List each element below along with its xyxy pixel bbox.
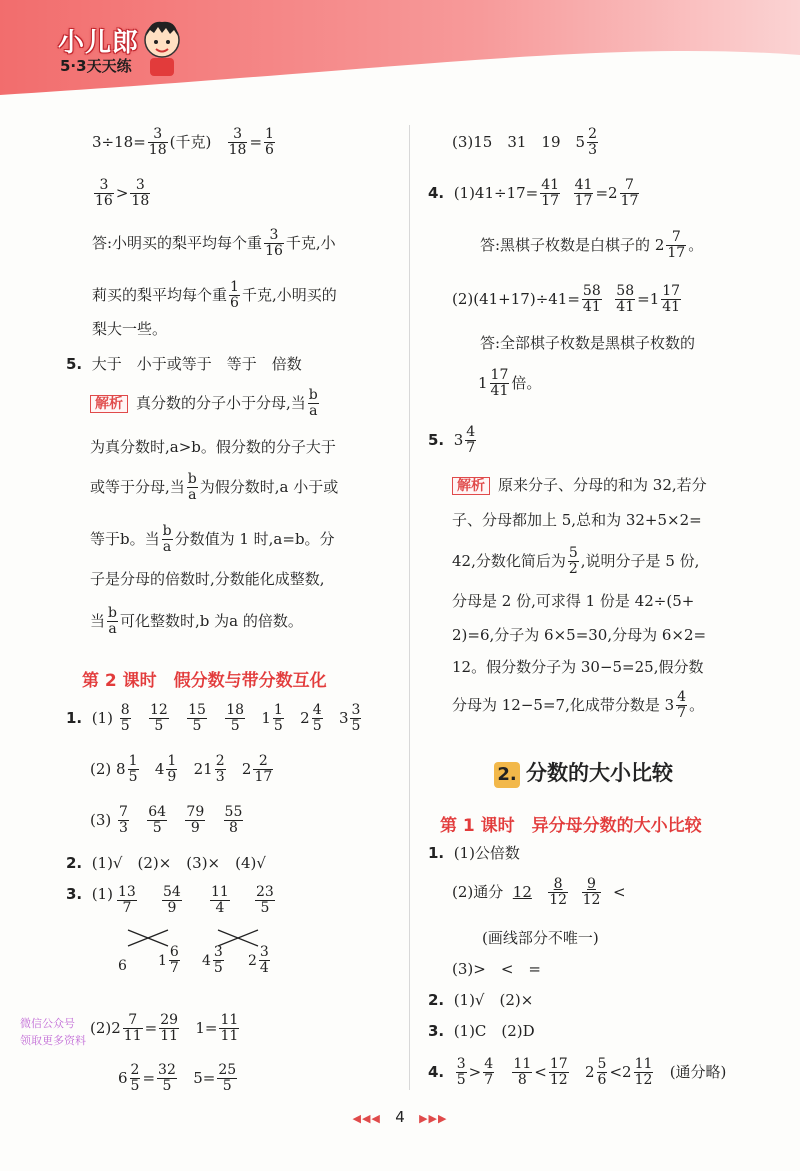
fraction: $\frac{2}{3}$ [588, 126, 597, 159]
fraction: $\frac{58}{41}$ [582, 283, 601, 316]
brand-subtitle: 5·3天天练 [60, 57, 132, 75]
column-divider [409, 125, 410, 1090]
fraction: $\frac{55}{8}$ [224, 804, 243, 837]
fraction: $\frac{11}{4}$ [211, 884, 229, 917]
note-text: (画线部分不唯一) [482, 929, 599, 947]
fraction: $\frac{79}{9}$ [186, 804, 205, 837]
fraction: $\frac{32}{5}$ [158, 1062, 176, 1095]
fraction: $\frac{3}{16}$ [95, 177, 113, 210]
analysis-line: 分母是 2 份,可求得 1 份是 42÷(5+ [452, 592, 695, 610]
q3-top-fraction [115, 885, 139, 917]
question-2: 2. (1)√ (2)× (3)× (4)√ [66, 854, 266, 872]
question-1-part-3: (3) $\frac{7}{3}$ $\frac{64}{5}$ $\frac{79}{9}$ $\frac{55}{8}$ [90, 804, 243, 837]
fraction: $\frac{8}{5}$ [120, 702, 130, 735]
fraction: $\frac{2}{5}$ [130, 1062, 140, 1095]
fraction: $\frac{3}{4}$ [259, 944, 269, 977]
fraction: $\frac{4}{7}$ [484, 1056, 494, 1089]
fraction: $\frac{3}{16}$ [265, 227, 283, 260]
question-2: 2. (1)√ (2)× [428, 991, 534, 1009]
left-arrows-icon: ◀◀◀ [352, 1112, 381, 1125]
fraction: $\frac{1}{5}$ [128, 753, 138, 786]
question-5: 5. 大于 小于或等于 等于 倍数 [66, 355, 302, 373]
question-1-part-2: (2)通分 12 $\frac{8}{12}$ $\frac{9}{12}$ < [452, 876, 626, 909]
q3-bottom-fraction: 2 $\frac{3}{4}$ [248, 944, 269, 977]
analysis-line: 当 $\frac{b}{a}$ 可化整数时,b 为a 的倍数。 [90, 605, 303, 638]
fraction: $\frac{11}{8}$ [513, 1056, 532, 1089]
lesson-title: 第 1 课时 异分母分数的大小比较 [440, 816, 702, 836]
analysis-line: 解析 真分数的分子小于分母,当 $\frac{b}{a}$ [90, 388, 321, 420]
analysis-line: 或等于分母,当 $\frac{b}{a}$ 为假分数时,a 小于或 [90, 471, 339, 504]
fraction: $\frac{23}{5}$ [256, 884, 274, 917]
analysis-line: 为真分数时,a>b。假分数的分子大于 [90, 438, 336, 456]
fraction: $\frac{2}{17}$ [254, 753, 273, 786]
question-3: 3. (1)C (2)D [428, 1022, 535, 1040]
section-title: 2. 分数的大小比较 [494, 757, 673, 788]
fraction: $\frac{5}{2}$ [568, 545, 578, 578]
fraction: $\frac{4}{7}$ [466, 424, 476, 457]
answer-line: 3÷18= $\frac{3}{18}$ (千克) $\frac{3}{18}$ = $\frac{1}{6}$ [92, 126, 274, 159]
answer-text: 答:黑棋子枚数是白棋子的 2 $\frac{7}{17}$ 。 [480, 229, 704, 262]
analysis-line: 子、分母都加上 5,总和为 32+5×2= [452, 511, 702, 529]
fraction: $\frac{4}{5}$ [312, 702, 322, 735]
question-1-part-1: 1. (1) $\frac{8}{5}$ $\frac{12}{5}$ $\frac{15}{5}$ $\frac{18}{5}$ 1 $\frac{1}{5}$ 2 $\frac{4}{5}$ 3 $\frac{3}{5}$ [66, 702, 361, 735]
question-1-part-1: 1. (1)公倍数 [428, 844, 520, 862]
answer-text: 答:全部棋子枚数是黑棋子枚数的 [480, 334, 696, 352]
fraction: $\frac{2}{3}$ [215, 753, 225, 786]
q3-top-fraction [253, 885, 277, 917]
fraction: $\frac{17}{12}$ [549, 1056, 568, 1089]
fraction: $\frac{7}{11}$ [123, 1012, 142, 1045]
fraction: $\frac{25}{5}$ [218, 1062, 237, 1095]
fraction: $\frac{41}{17}$ [574, 177, 593, 210]
fraction: $\frac{b}{a}$ [187, 471, 197, 504]
question-3-part-2b: 6 $\frac{2}{5}$ = $\frac{32}{5}$ 5= $\frac{25}{5}$ [118, 1062, 237, 1095]
fraction: $\frac{3}{5}$ [351, 702, 361, 735]
fraction: $\frac{29}{11}$ [160, 1012, 179, 1045]
fraction: $\frac{17}{41}$ [490, 367, 509, 400]
fraction: $\frac{3}{18}$ [228, 126, 247, 159]
analysis-line: 等于b。当 $\frac{b}{a}$ 分数值为 1 时,a=b。分 [90, 523, 335, 556]
question-3-label: 3. (1) [66, 885, 113, 903]
question-4: 4. $\frac{3}{5}$ > $\frac{4}{7}$ $\frac{11}{8}$ < $\frac{17}{12}$ 2 $\frac{5}{6}$ <2 $\frac{11}{12}$ (通分略) [428, 1056, 727, 1089]
page-number: 4 [395, 1108, 405, 1126]
fraction: $\frac{7}{3}$ [119, 804, 128, 837]
fraction: $\frac{b}{a}$ [162, 523, 172, 556]
fraction: $\frac{b}{a}$ [108, 605, 117, 638]
analysis-tag: 解析 [452, 477, 490, 495]
question-3-part-2: (2)2 $\frac{7}{11}$ = $\frac{29}{11}$ 1= $\frac{11}{11}$ [90, 1012, 239, 1045]
question-5: 5. 3 $\frac{4}{7}$ [428, 424, 476, 457]
analysis-line: 12。假分数分子为 30−5=25,假分数 [452, 658, 704, 676]
answer-line: $\frac{3}{16}$ > $\frac{3}{18}$ [95, 177, 150, 210]
answer-text: 梨大一些。 [92, 320, 168, 338]
brand-logo: 小儿郎 [58, 28, 140, 58]
fraction: $\frac{41}{17}$ [541, 177, 560, 210]
section-number: 2. [494, 762, 520, 788]
fraction: $\frac{64}{5}$ [148, 804, 167, 837]
fraction: $\frac{3}{18}$ [148, 126, 167, 159]
q3-bottom-fraction: 1 $\frac{6}{7}$ [158, 944, 179, 977]
analysis-line: 42,分数化简后为 $\frac{5}{2}$ ,说明分子是 5 份, [452, 545, 700, 578]
fraction: $\frac{54}{9}$ [163, 884, 181, 917]
fraction: $\frac{1}{6}$ [230, 279, 239, 312]
question-1-part-3: (3)> < = [452, 960, 541, 978]
answer-text: 莉买的梨平均每个重 $\frac{1}{6}$ 千克,小明买的 [92, 279, 337, 312]
question-4-part-1: 4. (1)41÷17= $\frac{41}{17}$ $\frac{41}{17}$ =2 $\frac{7}{17}$ [428, 177, 639, 210]
mascot-icon [140, 18, 184, 78]
fraction: $\frac{11}{12}$ [634, 1056, 653, 1089]
answer-line: (3)15 31 19 5 $\frac{2}{3}$ [452, 126, 597, 159]
fraction: $\frac{11}{11}$ [220, 1012, 239, 1045]
analysis-line: 子是分母的倍数时,分数能化成整数, [90, 570, 325, 588]
watermark: 微信公众号 领取更多资料 [20, 1017, 86, 1047]
fraction: $\frac{18}{5}$ [226, 702, 245, 735]
fraction: $\frac{8}{12}$ [549, 876, 568, 909]
fraction: $\frac{3}{5}$ [456, 1056, 466, 1089]
analysis-line: 解析 原来分子、分母的和为 32,若分 [452, 477, 707, 495]
question-1-part-2: (2) 8 $\frac{1}{5}$ 4 $\frac{1}{9}$ 21 $\frac{2}{3}$ 2 $\frac{2}{17}$ [90, 753, 273, 786]
answer-text: 答:小明买的梨平均每个重 $\frac{3}{16}$ 千克,小 [92, 227, 336, 260]
fraction: $\frac{1}{6}$ [265, 126, 274, 159]
fraction: $\frac{3}{18}$ [131, 177, 150, 210]
q3-top-fraction [208, 885, 232, 917]
fraction: $\frac{b}{a}$ [308, 387, 318, 420]
fraction: $\frac{5}{6}$ [597, 1056, 607, 1089]
answer-text: 1 $\frac{17}{41}$ 倍。 [478, 367, 542, 400]
q3-top-fraction [160, 885, 184, 917]
analysis-line: 2)=6,分子为 6×5=30,分母为 6×2= [452, 626, 707, 644]
header-banner [0, 0, 800, 110]
fraction: $\frac{4}{7}$ [677, 689, 687, 722]
q3-bottom-fraction: 4 $\frac{3}{5}$ [202, 944, 223, 977]
fraction: $\frac{58}{41}$ [616, 283, 635, 316]
fraction: $\frac{6}{7}$ [169, 944, 179, 977]
fraction: $\frac{12}{5}$ [149, 702, 168, 735]
analysis-tag: 解析 [90, 395, 128, 413]
fraction: $\frac{17}{41}$ [662, 283, 681, 316]
fraction: $\frac{1}{5}$ [273, 702, 283, 735]
fraction: $\frac{15}{5}$ [188, 702, 206, 735]
right-arrows-icon: ▶▶▶ [419, 1112, 448, 1125]
page-footer [0, 1108, 800, 1126]
q3-bottom-number: 6 [118, 958, 127, 974]
fraction: $\frac{13}{7}$ [118, 884, 136, 917]
fraction: $\frac{3}{5}$ [213, 944, 223, 977]
fraction: $\frac{7}{17}$ [667, 229, 686, 262]
lesson-title: 第 2 课时 假分数与带分数互化 [82, 671, 327, 691]
analysis-line: 分母为 12−5=7,化成带分数是 3 $\frac{4}{7}$ 。 [452, 689, 705, 722]
question-4-part-2: (2)(41+17)÷41= $\frac{58}{41}$ $\frac{58}{41}$ =1 $\frac{17}{41}$ [452, 283, 681, 316]
fraction: $\frac{7}{17}$ [620, 177, 639, 210]
fraction: $\frac{9}{12}$ [582, 876, 601, 909]
fraction: $\frac{1}{9}$ [167, 753, 177, 786]
